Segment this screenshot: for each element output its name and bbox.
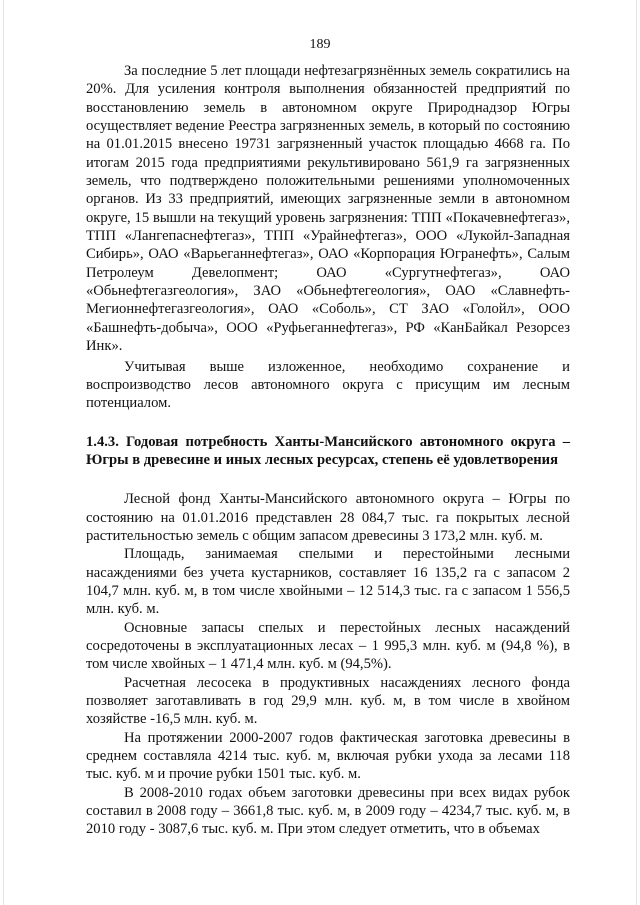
scan-edge-left: [3, 0, 4, 905]
paragraph-conclusion: Учитывая выше изложенное, необходимо сохранение и воспроизводство лесов автономного округа с присущим им лесным потенциалом.: [86, 358, 570, 412]
paragraph-polluted-lands: За последние 5 лет площади нефтезагрязнённых земель сократились на 20%. Для усиления контроля выполнения обязанностей предприятий по восстановлению земель в автономном округе Природнадзор Югры осуществляет ведение Реестра загрязненных земель, в который по состоянию на 01.01.2015 внесено 19731 загрязненный участок площадью 4668 га. По итогам 2015 года предприятиями рекультивировано 561,9 га загрязненных земель, что подтверждено положительными решениями уполномоченных органов. Из 33 предприятий, имеющих загрязненные земли в автономном округе, 15 вышли на текущий уровень загрязнения: ТПП «Покачевнефтегаз», ТПП «Лангепаснефтегаз», ТПП «Урайнефтегаз», ООО «Лукойл-Западная Сибирь», ОАО «Варьеганнефтегаз», ОАО «Корпорация Югранефть», Салым Петролеум Девелопмент; ОАО «Сургутнефтегаз», ОАО «Обьнефтегазгеология», ЗАО «Обьнефтегеология», ОАО «Славнефть-Мегионнефтегазгеология», ОАО «Соболь», СТ ЗАО «Голойл», ООО «Башнефть-добыча», ООО «Руфьеганнефтегаз», РФ «КанБайкал Резорсез Инк».: [86, 63, 570, 355]
scan-edge-right: [636, 0, 637, 905]
paragraph-main-reserves: Основные запасы спелых и перестойных лесных насаждений сосредоточены в эксплуатационных лесах – 1 995,3 млн. куб. м (94,8 %), в том числе хвойных – 1 471,4 млн. куб. м (94,5%).: [86, 619, 570, 673]
paragraph-harvest-2008-2010: В 2008-2010 годах объем заготовки древесины при всех видах рубок составил в 2008 году – 3661,8 тыс. куб. м, в 2009 году – 4234,7 тыс. куб. м, в 2010 году - 3087,6 тыс. куб. м. При этом следует отметить, что в объемах: [86, 784, 570, 838]
page-number: 189: [309, 37, 331, 52]
section-heading: 1.4.3. Годовая потребность Ханты-Мансийского автономного округа – Югры в древесине и иных лесных ресурсах, степень её удовлетворения: [86, 433, 570, 468]
page-body: [86, 62, 570, 839]
paragraph-mature-stands: Площадь, занимаемая спелыми и перестойными лесными насаждениями без учета кустарников, составляет 16 135,2 га с запасом 2 104,7 млн. куб. м, в том числе хвойными – 12 514,3 тыс. га с запасом 1 556,5 млн. куб. м.: [86, 546, 570, 618]
paragraph-harvest-2000-2007: На протяжении 2000-2007 годов фактическая заготовка древесины в среднем составляла 4214 тыс. куб. м, включая рубки ухода за лесами 118 тыс. куб. м и прочие рубки 1501 тыс. куб. м.: [86, 729, 570, 783]
paragraph-allowable-cut: Расчетная лесосека в продуктивных насаждениях лесного фонда позволяет заготавливать в год 29,9 млн. куб. м, в том числе в хвойном хозяйстве -16,5 млн. куб. м.: [86, 674, 570, 728]
paragraph-forest-fund: Лесной фонд Ханты-Мансийского автономного округа – Югры по состоянию на 01.01.2016 представлен 28 084,7 тыс. га покрытых лесной растительностью земель с общим запасом древесины 3 173,2 млн. куб. м.: [86, 491, 570, 544]
